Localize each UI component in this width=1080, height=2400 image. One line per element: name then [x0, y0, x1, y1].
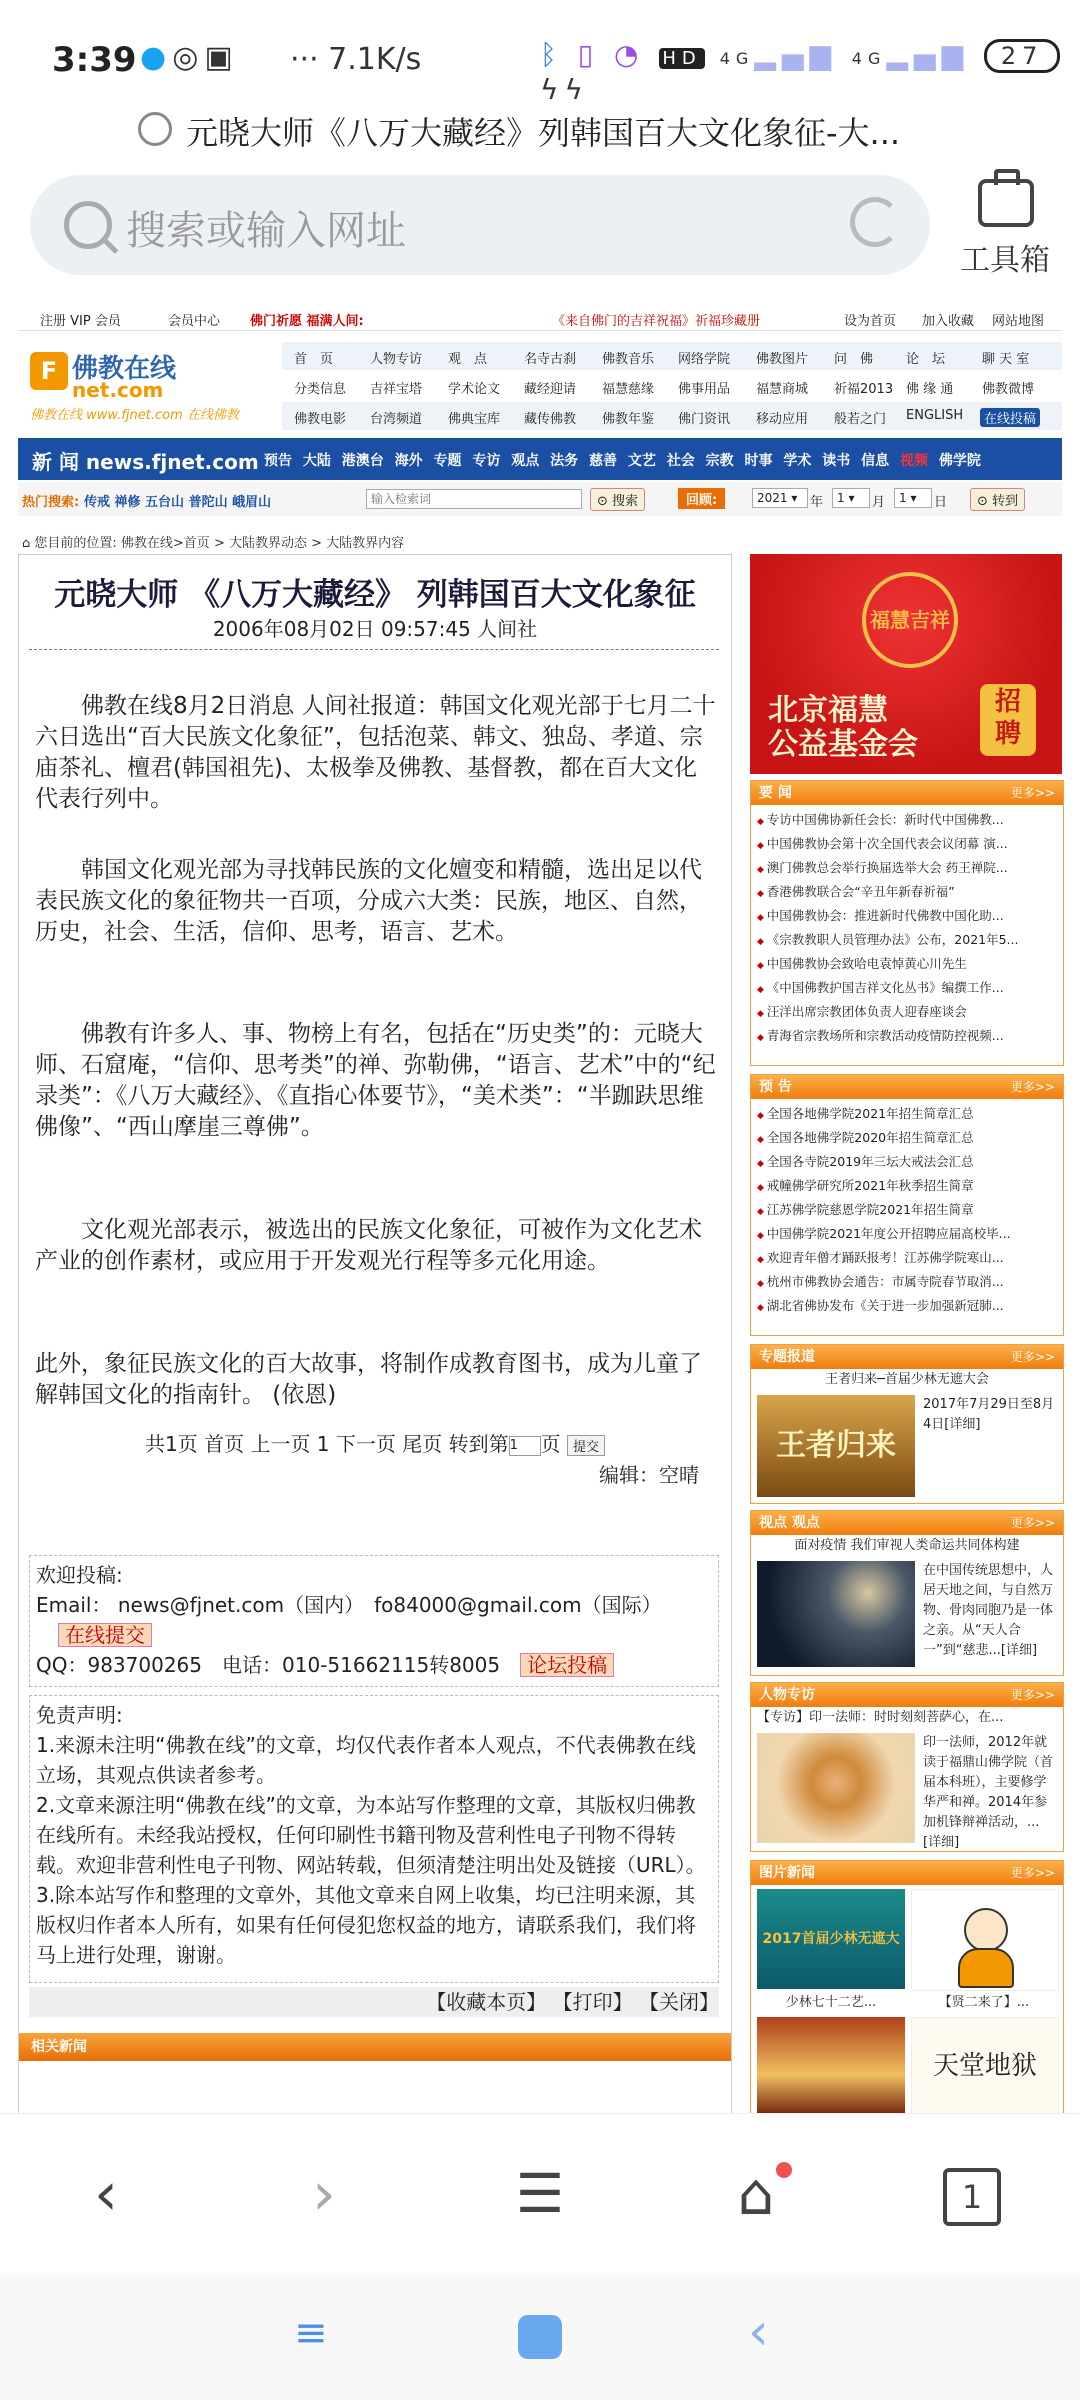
- nav-link[interactable]: 吉祥宝塔: [370, 382, 423, 397]
- system-icons: [540, 38, 1080, 106]
- news-item[interactable]: ◆ 香港佛教联合会“辛丑年新春祈福”: [757, 881, 1063, 905]
- bookmark-link[interactable]: 加入收藏: [922, 314, 975, 329]
- article-paragraph: 佛教有许多人、事、物榜上有名，包括在“历史类”的：元晓大师、石窟庵，“信仰、思考类”的禅、弥勒佛，“语言、艺术”中的“纪录类”：《八万大藏经》、《直指心体要节》，“美术类”：“半跏趺思维佛像”、“西山摩崖三尊佛”。: [35, 1021, 716, 1140]
- channel-link[interactable]: 宗教: [705, 453, 734, 469]
- address-placeholder: 搜索或输入网址: [126, 208, 406, 254]
- channel-link[interactable]: 法务: [550, 453, 579, 469]
- pagination: [19, 1428, 731, 1457]
- more-link[interactable]: 更多>>: [1010, 1080, 1055, 1094]
- nav-link[interactable]: 聊 天 室: [982, 352, 1030, 367]
- month-unit: 月: [872, 495, 886, 510]
- notice-item[interactable]: ◆ 全国各地佛学院2021年招生简章汇总: [757, 1103, 1063, 1127]
- register-link[interactable]: 注册 VIP 会员: [40, 314, 121, 329]
- photo-caption[interactable]: 少林七十二艺...: [785, 1995, 877, 2010]
- notice-item[interactable]: ◆ 湖北省佛协发布《关于进一步加强新冠肺...: [757, 1295, 1063, 1319]
- special-desc[interactable]: 2017年7月29日至8月4日[详细]: [923, 1397, 1055, 1432]
- globe-icon: [138, 112, 172, 146]
- channel-link[interactable]: 文艺: [627, 453, 656, 469]
- net-speed: ··· 7.1K/s: [290, 42, 422, 77]
- more-link[interactable]: 更多>>: [1010, 786, 1055, 800]
- review-label: 回顾:: [678, 488, 725, 509]
- system-nav-bar: [0, 2273, 1080, 2400]
- channel-link[interactable]: 读书: [822, 453, 851, 469]
- article-paragraph: 此外，象征民族文化的百大故事，将制作成教育图书，成为儿童了解韩国文化的指南针。 (依恩): [35, 1351, 702, 1408]
- phone-icon: ▯: [577, 38, 600, 71]
- nav-link[interactable]: 佛教图片: [756, 352, 809, 367]
- more-link[interactable]: 更多>>: [1010, 1866, 1055, 1880]
- site-nav-grid: [282, 342, 1062, 432]
- news-item[interactable]: ◆ 汪洋出席宗教团体负责人迎春座谈会: [757, 1001, 1063, 1025]
- channel-link[interactable]: 预告: [264, 453, 292, 469]
- channel-menu: [264, 450, 981, 470]
- nav-link[interactable]: 佛教音乐: [602, 352, 655, 367]
- pager-text[interactable]: 共1页 首页 上一页 1 下一页 尾页 转到第: [145, 1432, 509, 1456]
- nav-row: [282, 402, 1062, 430]
- opinion-headline[interactable]: 面对疫情 我们审视人类命运共同体构建: [794, 1538, 1020, 1553]
- bluetooth-icon: ᛒ: [540, 38, 563, 71]
- planet-image[interactable]: [757, 1561, 915, 1667]
- disclaimer-box: [29, 1695, 719, 1983]
- channel-link[interactable]: 时事: [744, 453, 773, 469]
- channel-link[interactable]: 港澳台: [341, 453, 384, 469]
- hot-search-label: 热门搜索:: [22, 495, 80, 510]
- channel-link[interactable]: 视频: [900, 453, 928, 469]
- signal-bars-icon: ▂▄▆: [754, 38, 837, 71]
- hd-badge: HD: [659, 48, 704, 69]
- channel-link[interactable]: 大陆: [302, 453, 331, 469]
- search-icon: [64, 201, 112, 249]
- banner-hire: 招 聘: [980, 684, 1036, 756]
- news-item[interactable]: ◆ 专访中国佛协新任会长：新时代中国佛教...: [757, 809, 1063, 833]
- breadcrumb: ⌂ 您目前的位置: 佛教在线>首页 > 大陆教界动态 > 大陆教界内容: [22, 536, 405, 551]
- qq-icon: ●: [140, 40, 173, 75]
- banner-name: 北京福慧 公益基金会: [768, 693, 918, 762]
- signal-bars-icon: ▂▄▆: [886, 38, 969, 71]
- recents-icon[interactable]: ≡: [294, 2310, 328, 2356]
- nav-link[interactable]: ENGLISH: [906, 408, 964, 423]
- home-square-icon[interactable]: [518, 2315, 562, 2359]
- nav-link[interactable]: 观 点: [448, 352, 488, 367]
- editor-credit: 编辑：空晴: [599, 1463, 699, 1487]
- panel-title: 视点 观点: [759, 1515, 820, 1531]
- toolbox-label: 工具箱: [960, 243, 1050, 278]
- photo-thumb[interactable]: 2017首届少林无遮大: [757, 1889, 905, 1989]
- toolbox-button[interactable]: [950, 175, 1060, 285]
- photo-news-panel: [750, 1860, 1064, 2122]
- article-actions[interactable]: 【收藏本页】 【打印】 【关闭】: [29, 1987, 719, 2017]
- disclaimer-item: 2.文章来源注明“佛教在线”的文章，为本站写作整理的文章，其版权归佛教在线所有。未经我站授权，任何印刷性书籍刊物及营利性电子刊物不得转载。欢迎非营利性电子刊物、网站转载，但须清楚注明出处及链接（URL）。: [36, 1793, 706, 1877]
- article-paragraph: 韩国文化观光部为寻找韩民族的文化嬗变和精髓，选出足以代表民族文化的象征物共一百项，分成六大类：民族，地区、自然，历史，社会、生活，信仰、思考，语言、艺术。: [35, 857, 702, 945]
- nav-link[interactable]: 佛 缘 通: [906, 382, 954, 397]
- contribute-qq: QQ：983700265 电话：010-51662115转8005: [36, 1653, 501, 1677]
- notice-item[interactable]: ◆ 全国各寺院2019年三坛大戒法会汇总: [757, 1151, 1063, 1175]
- hot-search-row: [18, 482, 1062, 516]
- logo-mark: F: [30, 352, 68, 390]
- interview-desc[interactable]: 印一法师，2012年就读于福鼎山佛学院（首届本科班），主要修学华严和禅。2014年参加机锋辩禅活动，...[详细]: [923, 1735, 1054, 1850]
- article-paragraph: 佛教在线8月2日消息 人间社报道：韩国文化观光部于七月二十六日选出“百大民族文化象征”，包括泡菜、韩文、独岛、孝道、宗庙茶礼、檀君(韩国祖先)、太极拳及佛教、基督教，都在百大文化代表行列中。: [35, 693, 716, 812]
- forward-button[interactable]: [284, 2156, 364, 2236]
- alarm-icon: ◔: [614, 38, 645, 71]
- set-home-link[interactable]: 设为首页: [844, 314, 897, 329]
- channel-link[interactable]: 学术: [783, 453, 812, 469]
- logo-domain: net.com: [72, 378, 164, 402]
- site-top-links: [18, 304, 1062, 331]
- address-bar[interactable]: [30, 175, 930, 275]
- page-title-row: [0, 100, 1080, 180]
- disclaimer-item: 1.来源未注明“佛教在线”的文章，均仅代表作者本人观点，不代表佛教在线立场，其观点供读者参考。: [36, 1733, 696, 1787]
- reload-icon[interactable]: [850, 197, 900, 247]
- promo-link[interactable]: 《来自佛门的吉祥祝福》祈福珍藏册: [552, 314, 761, 329]
- channel-link[interactable]: 社会: [666, 453, 695, 469]
- related-news-header: 相关新闻: [19, 2033, 731, 2061]
- nav-link[interactable]: 佛教电影: [294, 412, 347, 427]
- sidebar: [750, 554, 1062, 2114]
- news-item[interactable]: ◆ 《中国佛教护国吉祥文化丛书》编撰工作...: [757, 977, 1063, 1001]
- page-title: 元晓大师《八万大藏经》列韩国百大文化象征-大...: [186, 114, 901, 152]
- disclaimer-title: 免责声明:: [36, 1703, 123, 1727]
- contribute-title: 欢迎投稿:: [36, 1563, 123, 1587]
- contribute-email: Email： news@fjnet.com（国内） fo84000@gmail.com（国际）: [36, 1593, 662, 1617]
- news-item[interactable]: ◆ 《宗教教职人员管理办法》公布，2021年5...: [757, 929, 1063, 953]
- photo-caption[interactable]: 【贤二来了】...: [938, 1995, 1030, 2010]
- submit-online-link[interactable]: 在线投稿: [980, 408, 1040, 427]
- nav-link[interactable]: 福慧慈缘: [602, 382, 655, 397]
- article-paragraph: 文化观光部表示，被选出的民族文化象征，可被作为文化艺术产业的创作素材，或应用于开发观光行程等多元化用途。: [35, 1217, 702, 1274]
- menu-button[interactable]: [500, 2156, 580, 2236]
- news-brand[interactable]: 新 闻 news.fjnet.com: [32, 450, 259, 474]
- web-page: [0, 298, 1080, 2113]
- special-report-panel: [750, 1344, 1064, 1504]
- home-button[interactable]: [716, 2156, 796, 2236]
- home-icon: ⌂: [737, 2160, 775, 2228]
- key-news-panel: [750, 780, 1064, 1066]
- notice-item[interactable]: ◆ 杭州市佛教协会通告：市属寺院春节取消...: [757, 1271, 1063, 1295]
- nav-link[interactable]: 佛门资讯: [678, 412, 731, 427]
- monk-photo[interactable]: [757, 1733, 915, 1843]
- news-item[interactable]: ◆ 中国佛教协会：推进新时代佛教中国化助...: [757, 905, 1063, 929]
- foundation-banner[interactable]: [750, 554, 1062, 774]
- nav-link[interactable]: 藏经迎请: [524, 382, 577, 397]
- menu-icon: ☰: [515, 2162, 565, 2225]
- mail-icon: ▣: [204, 40, 239, 75]
- page-input[interactable]: 1: [509, 1436, 541, 1456]
- page-unit: 页: [540, 1432, 561, 1456]
- notice-item[interactable]: ◆ 戒幢佛学研究所2021年秋季招生简章: [757, 1175, 1063, 1199]
- notification-icons: [140, 40, 239, 75]
- search-icon: ⊙: [597, 494, 608, 509]
- nav-link[interactable]: 问 佛: [834, 352, 874, 367]
- back-button[interactable]: [66, 2156, 146, 2236]
- arrow-icon: ⊙: [977, 494, 988, 509]
- channel-link[interactable]: 专题: [433, 453, 462, 469]
- month-select[interactable]: 1 ▾: [832, 488, 870, 508]
- browser-nav-bar: [0, 2113, 1080, 2274]
- notification-dot: [776, 2162, 792, 2178]
- sitemap-link[interactable]: 网站地图: [992, 314, 1045, 329]
- battery-icon: 27: [984, 39, 1061, 73]
- notice-item[interactable]: ◆ 欢迎青年僧才踊跃报考！江苏佛学院寒山...: [757, 1247, 1063, 1271]
- notice-item[interactable]: ◆ 江苏佛学院慈恩学院2021年招生简章: [757, 1199, 1063, 1223]
- channel-link[interactable]: 观点: [511, 453, 540, 469]
- banner-emblem: 福慧吉祥: [862, 572, 958, 668]
- panel-title: 预 告: [759, 1079, 792, 1095]
- contribute-box: [29, 1555, 719, 1687]
- article-title: 元晓大师 《八万大藏经》 列韩国百大文化象征: [54, 577, 696, 613]
- channel-link[interactable]: 海外: [394, 453, 423, 469]
- nav-link[interactable]: 名寺古刹: [524, 352, 577, 367]
- status-bar: [0, 0, 1080, 106]
- nav-link[interactable]: 台湾频道: [370, 412, 423, 427]
- site-logo[interactable]: [30, 346, 250, 426]
- year-unit: 年: [810, 495, 824, 510]
- photo-thumb-hall[interactable]: [757, 2017, 905, 2113]
- nav-row: [282, 342, 1062, 370]
- nav-link[interactable]: 首 页: [294, 352, 334, 367]
- panel-title: 要 闻: [759, 785, 792, 801]
- home-icon: ⌂: [22, 536, 31, 551]
- day-select[interactable]: 1 ▾: [894, 488, 932, 508]
- chevron-left-icon: ‹: [94, 2159, 118, 2229]
- nav-link[interactable]: 佛典宝库: [448, 412, 501, 427]
- pray-label: 佛门祈愿 福满人间:: [250, 314, 364, 329]
- nav-row: [282, 372, 1062, 400]
- nav-link[interactable]: 福慧商城: [756, 382, 809, 397]
- tabs-button[interactable]: [932, 2156, 1012, 2236]
- divider: [29, 649, 719, 650]
- nav-link[interactable]: 学术论文: [448, 382, 501, 397]
- pager-submit-button[interactable]: 提交: [567, 1435, 605, 1456]
- nav-link[interactable]: 佛教微博: [982, 382, 1035, 397]
- toolbox-icon: [978, 179, 1034, 227]
- nav-link[interactable]: 人物专访: [370, 352, 423, 367]
- tab-count: 1: [943, 2168, 1001, 2226]
- nav-link[interactable]: 藏传佛教: [524, 412, 577, 427]
- special-image[interactable]: 王者归来: [757, 1395, 915, 1497]
- forum-submit-button[interactable]: 论坛投稿: [520, 1653, 614, 1677]
- day-unit: 日: [934, 495, 948, 510]
- notice-item[interactable]: ◆ 中国佛学院2021年度公开招聘应届高校毕...: [757, 1223, 1063, 1247]
- special-headline[interactable]: 王者归来─首届少林无遮大会: [825, 1372, 989, 1387]
- channel-link[interactable]: 佛学院: [938, 453, 981, 469]
- nav-link[interactable]: 论 坛: [906, 352, 946, 367]
- goto-date-button[interactable]: ⊙ 转到: [970, 488, 1025, 511]
- more-link[interactable]: 更多>>: [1010, 1350, 1055, 1364]
- photo-thumb-cartoon[interactable]: [911, 1889, 1059, 1991]
- panel-title: 人物专访: [759, 1687, 815, 1703]
- site-search-input[interactable]: [366, 489, 582, 509]
- more-link[interactable]: 更多>>: [1010, 1516, 1055, 1530]
- nav-link[interactable]: 移动应用: [756, 412, 809, 427]
- article: [18, 554, 732, 2116]
- clock: 3:39: [52, 40, 137, 80]
- nav-link[interactable]: 网络学院: [678, 352, 731, 367]
- charging-icon: ϟϟ: [540, 73, 589, 106]
- channel-link[interactable]: 专访: [472, 453, 501, 469]
- panel-title: 图片新闻: [759, 1865, 815, 1881]
- more-link[interactable]: 更多>>: [1010, 1688, 1055, 1702]
- nav-link[interactable]: 佛事用品: [678, 382, 731, 397]
- signal-1: 4G: [719, 49, 755, 68]
- channel-link[interactable]: 慈善: [589, 453, 617, 469]
- logo-name: 佛教在线: [72, 354, 177, 384]
- interview-panel: [750, 1682, 1064, 1852]
- channel-link[interactable]: 信息: [861, 453, 890, 469]
- nav-link[interactable]: 分类信息: [294, 382, 347, 397]
- disclaimer-item: 3.除本站写作和整理的文章外，其他文章来自网上收集，均已注明来源，其版权归作者本人所有，如果有任何侵犯您权益的地方，请联系我们，我们将马上进行处理，谢谢。: [36, 1883, 696, 1967]
- news-item[interactable]: ◆ 澳门佛教总会举行换届选举大会 药王禅院...: [757, 857, 1063, 881]
- opinion-panel: [750, 1510, 1064, 1676]
- panel-title: 专题报道: [759, 1349, 815, 1365]
- member-center-link[interactable]: 会员中心: [168, 314, 221, 329]
- notice-panel: [750, 1074, 1064, 1336]
- news-item[interactable]: ◆ 青海省宗教场所和宗教活动疫情防控视频...: [757, 1025, 1063, 1049]
- nav-link[interactable]: 佛教年鉴: [602, 412, 655, 427]
- signal-2: 4G: [851, 49, 887, 68]
- chevron-right-icon: ›: [312, 2159, 336, 2229]
- online-submit-button[interactable]: 在线提交: [58, 1623, 152, 1647]
- notice-item[interactable]: ◆ 全国各地佛学院2020年招生简章汇总: [757, 1127, 1063, 1151]
- nav-link[interactable]: 祈福2013: [834, 382, 894, 397]
- photo-thumb-comic[interactable]: 天堂地狱: [911, 2017, 1059, 2115]
- news-item[interactable]: ◆ 中国佛教协会第十次全国代表会议闭幕 演...: [757, 833, 1063, 857]
- nav-link[interactable]: 般若之门: [834, 412, 887, 427]
- back-triangle-icon[interactable]: ‹: [748, 2302, 769, 2362]
- opinion-desc[interactable]: 在中国传统思想中，人居天地之间，与自然万物、骨肉同胞乃是一体之亲。从“天人合一”到“慈悲...[详细]: [923, 1563, 1054, 1658]
- article-date: 2006年08月02日 09:57:45 人间社: [212, 617, 538, 641]
- site-search-button[interactable]: ⊙ 搜索: [590, 488, 645, 511]
- logo-slogan: 佛教在线 www.fjnet.com 在线佛教: [30, 408, 239, 423]
- year-select[interactable]: 2021 ▾: [752, 488, 808, 508]
- news-channel-bar: [18, 438, 1062, 480]
- news-item[interactable]: ◆ 中国佛教协会致哈电袁悼黄心川先生: [757, 953, 1063, 977]
- wechat-icon: ◎: [172, 40, 205, 75]
- interview-headline[interactable]: 【专访】印一法师：时时刻刻菩萨心，在...: [757, 1710, 1004, 1725]
- hot-search-terms[interactable]: 传戒 禅修 五台山 普陀山 峨眉山: [84, 495, 272, 510]
